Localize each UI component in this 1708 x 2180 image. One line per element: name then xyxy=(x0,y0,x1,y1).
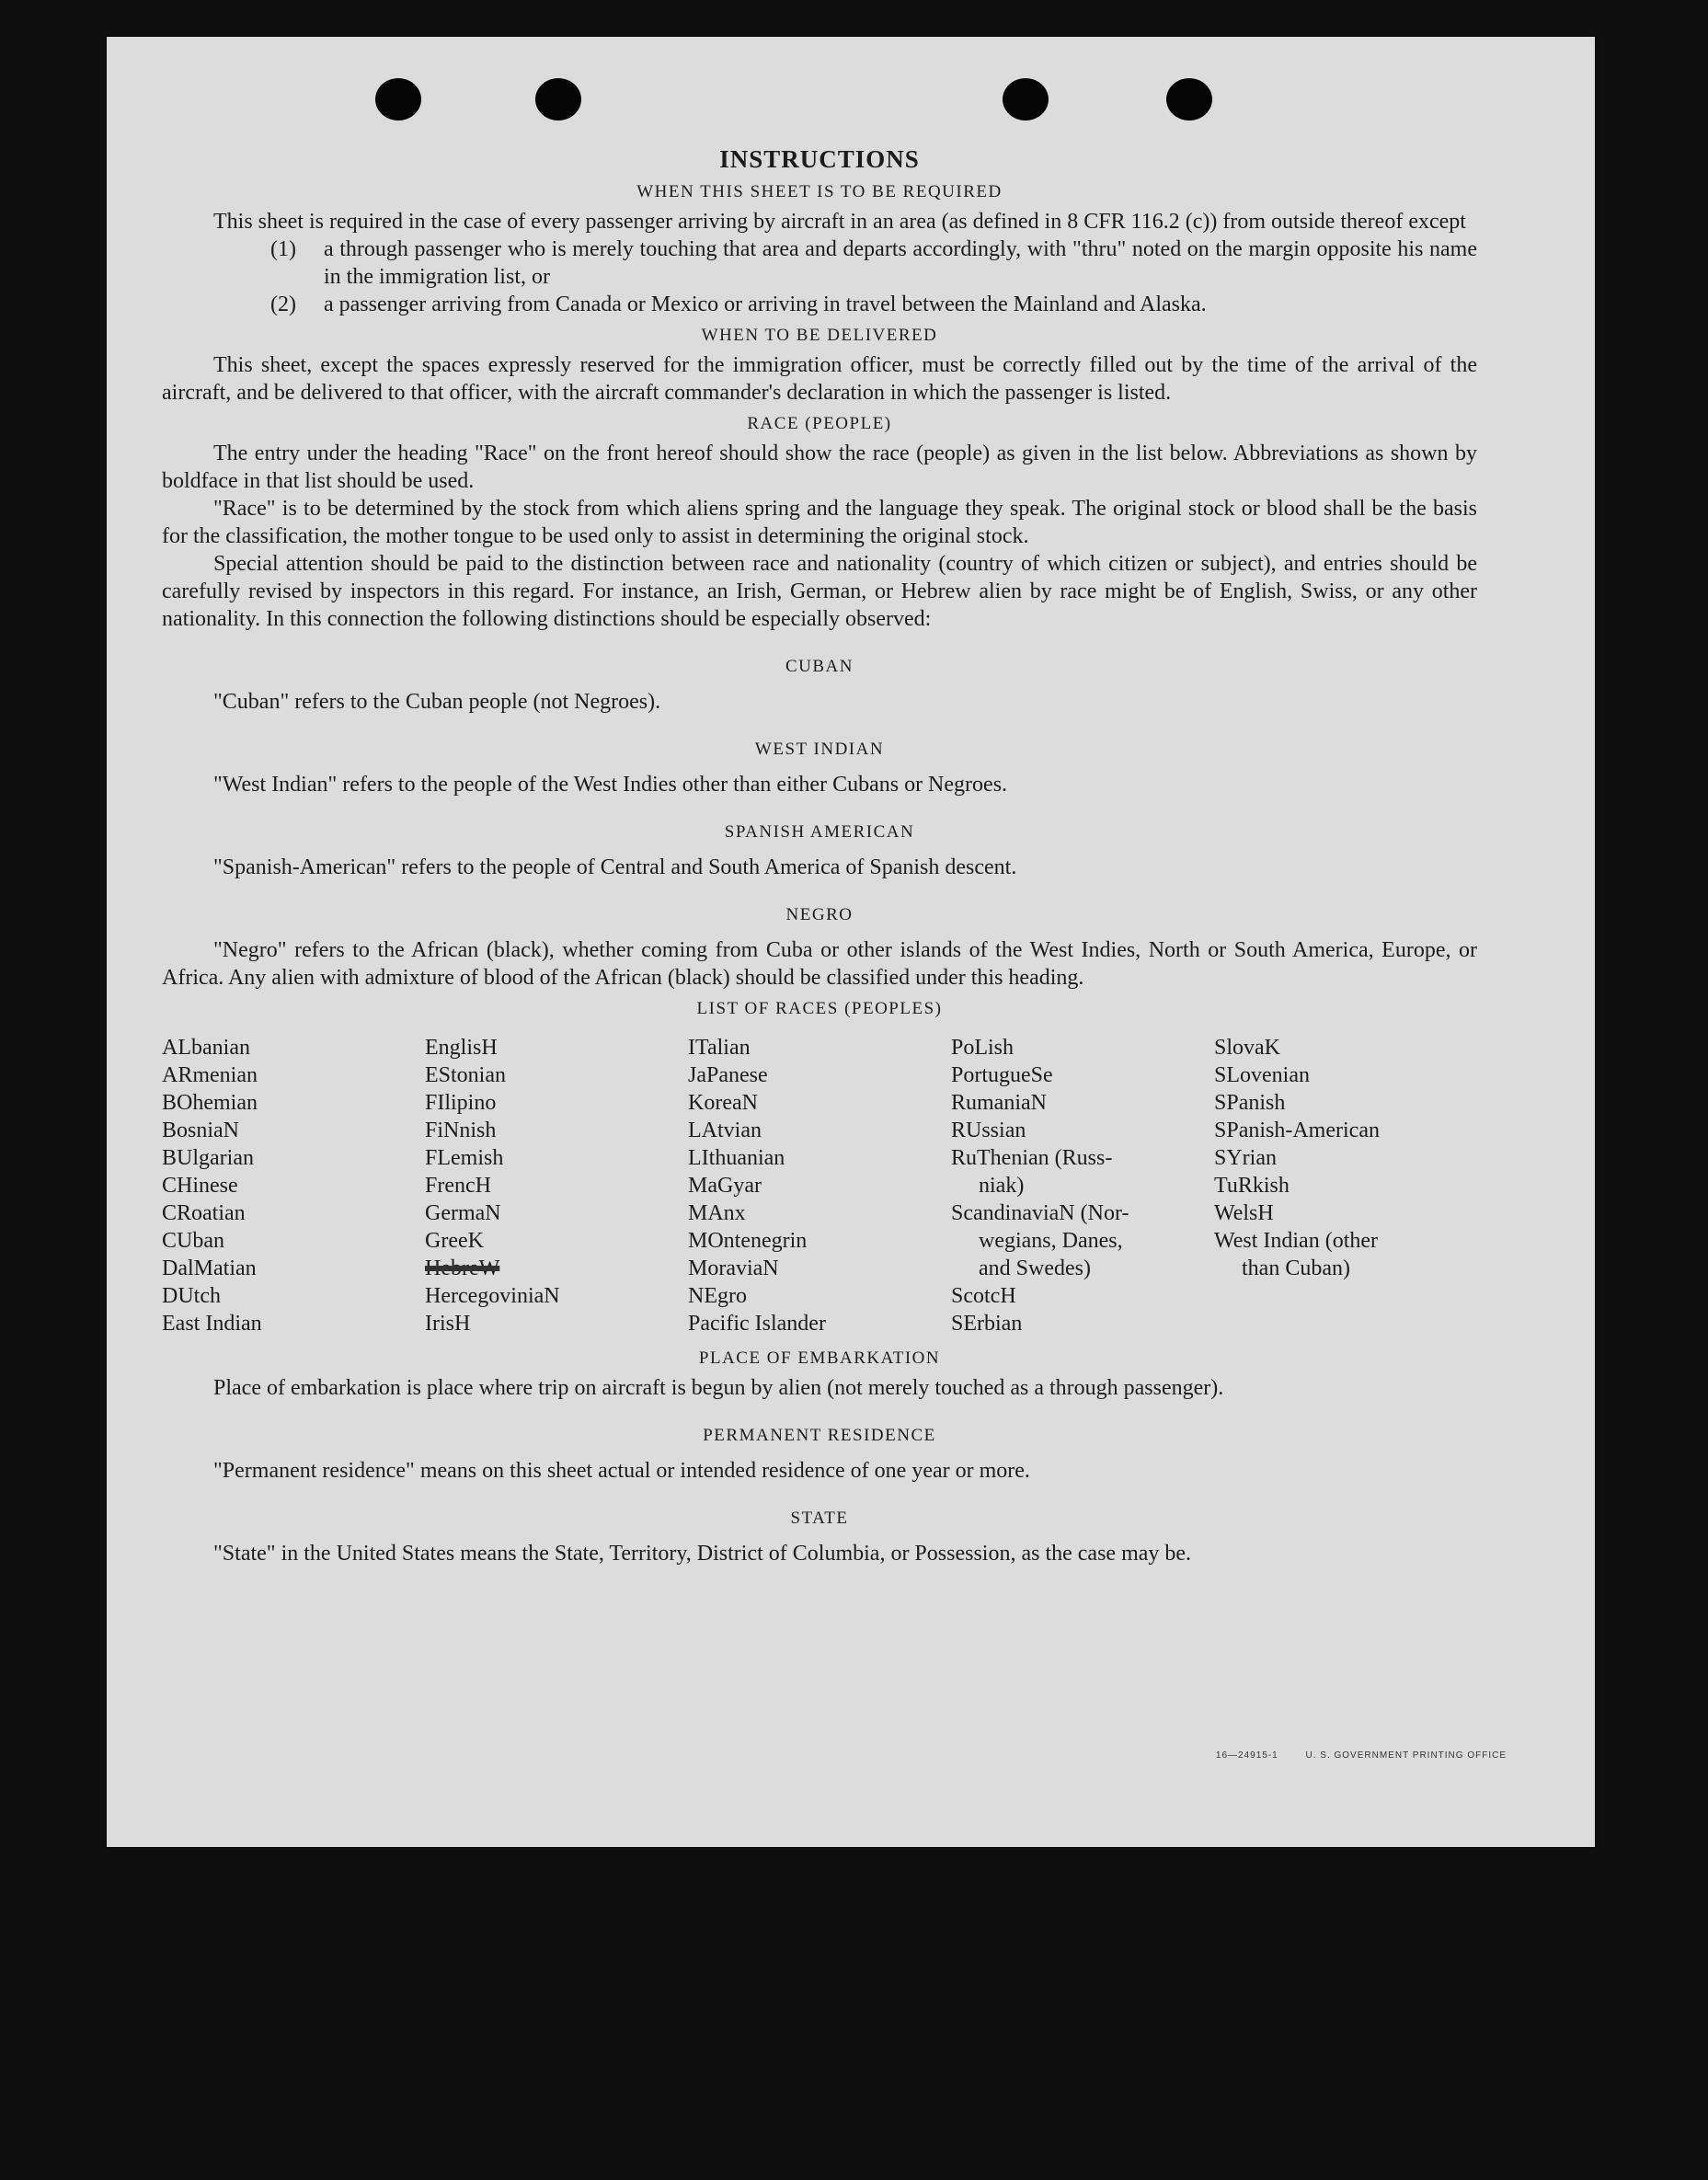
race-entry: and Swedes) xyxy=(979,1256,1091,1280)
heading-permanent-residence: PERMANENT RESIDENCE xyxy=(703,1426,936,1445)
exception-number: (2) xyxy=(270,293,296,316)
state-text: "State" in the United States means the State, Territory, District of Columbia, or Possession, as the case may be. xyxy=(213,1542,1192,1566)
exception-item xyxy=(270,235,1477,291)
race-entry: BUlgarian xyxy=(162,1146,254,1170)
page-title: INSTRUCTIONS xyxy=(719,145,920,173)
race-entry: TuRkish xyxy=(1214,1174,1290,1198)
residence-text: "Permanent residence" means on this sheet actual or intended residence of one year or more. xyxy=(213,1459,1030,1483)
spanish-american-text: "Spanish-American" refers to the people of Central and South America of Spanish descent. xyxy=(213,855,1017,879)
race-entry: MAnx xyxy=(688,1201,746,1225)
race-entry: ARmenian xyxy=(162,1063,258,1087)
race-paragraph-1: The entry under the heading "Race" on the front hereof should show the race (people) as given in the list below. Abbreviations as shown by boldface in that list should be used. xyxy=(162,442,1477,493)
race-entry: MOntenegrin xyxy=(688,1229,808,1253)
exception-number: (1) xyxy=(270,237,296,261)
embarkation-text: Place of embarkation is place where trip on aircraft is begun by alien (not merely touched as a through passenger). xyxy=(213,1376,1224,1400)
form-code: 16—24915-1 xyxy=(1215,1750,1278,1761)
race-entry: niak) xyxy=(979,1174,1025,1198)
race-entry: FLemish xyxy=(425,1146,504,1170)
footer-print-code xyxy=(1192,1750,1507,1761)
race-entry: SErbian xyxy=(951,1312,1023,1336)
race-list xyxy=(162,1034,1477,1337)
heading-cuban: CUBAN xyxy=(785,657,854,676)
race-entry: SlovaK xyxy=(1214,1036,1280,1060)
race-entry: BOhemian xyxy=(162,1091,258,1115)
heading-state: STATE xyxy=(790,1509,849,1528)
race-entry: wegians, Danes, xyxy=(979,1229,1123,1253)
race-entry: KoreaN xyxy=(688,1091,758,1115)
race-entry: ScandinaviaN (Nor- xyxy=(951,1201,1129,1225)
race-entry: HercegoviniaN xyxy=(425,1284,560,1308)
race-entry-struck: HebreW xyxy=(425,1256,500,1280)
document-sheet xyxy=(107,37,1595,1847)
negro-text: "Negro" refers to the African (black), whether coming from Cuba or other islands of the West Indies, North or South America, Europe, or Africa. Any alien with admixture of blood of the African (black) should be classified under this heading. xyxy=(162,938,1477,990)
race-entry: FiNnish xyxy=(425,1119,497,1142)
race-entry: PoLish xyxy=(951,1036,1014,1060)
race-entry: IrisH xyxy=(425,1312,471,1336)
heading-spanish-american: SPANISH AMERICAN xyxy=(724,822,915,842)
race-entry: EStonian xyxy=(425,1063,506,1087)
race-paragraph-3: Special attention should be paid to the distinction between race and nationality (country of which citizen or subject), and entries should be carefully revised by inspectors in this regard. For instance, an Irish, German, or Hebrew alien by race might be of English, Swiss, or any other nationality. In this connection the following distinctions should be especially observed: xyxy=(162,552,1477,631)
heading-list-of-races: LIST OF RACES (PEOPLES) xyxy=(696,999,943,1018)
race-entry: FIlipino xyxy=(425,1091,497,1115)
race-entry: SYrian xyxy=(1214,1146,1277,1170)
race-entry: DUtch xyxy=(162,1284,221,1308)
race-entry: ALbanian xyxy=(162,1036,250,1060)
punch-hole xyxy=(1166,78,1212,120)
race-entry: LIthuanian xyxy=(688,1146,785,1170)
race-column xyxy=(425,1034,688,1337)
race-entry: WelsH xyxy=(1214,1201,1274,1225)
race-entry: SPanish-American xyxy=(1214,1119,1380,1142)
exception-text: a passenger arriving from Canada or Mexico or arriving in travel between the Mainland and Alaska. xyxy=(324,293,1207,316)
race-entry: CRoatian xyxy=(162,1201,246,1225)
heading-embarkation: PLACE OF EMBARKATION xyxy=(698,1348,941,1368)
race-entry: CUban xyxy=(162,1229,224,1253)
race-entry: GermaN xyxy=(425,1201,501,1225)
race-entry: RuThenian (Russ- xyxy=(951,1146,1113,1170)
race-entry: than Cuban) xyxy=(1242,1256,1350,1280)
heading-when-required: WHEN THIS SHEET IS TO BE REQUIRED xyxy=(636,182,1003,201)
race-entry: SPanish xyxy=(1214,1091,1286,1115)
heading-negro: NEGRO xyxy=(785,905,854,924)
race-entry: BosniaN xyxy=(162,1119,239,1142)
race-entry: East Indian xyxy=(162,1312,262,1336)
punch-hole xyxy=(535,78,581,120)
instructions-body xyxy=(162,145,1477,1567)
when-required-intro: This sheet is required in the case of every passenger arriving by aircraft in an area (as defined in 8 CFR 116.2 (c)) from outside thereof except xyxy=(213,210,1466,234)
race-entry: MoraviaN xyxy=(688,1256,779,1280)
race-entry: PortugueSe xyxy=(951,1063,1053,1087)
race-entry: SLovenian xyxy=(1214,1063,1310,1087)
west-indian-text: "West Indian" refers to the people of the West Indies other than either Cubans or Negroes. xyxy=(213,773,1008,797)
race-entry: MaGyar xyxy=(688,1174,762,1198)
race-column xyxy=(688,1034,951,1337)
race-column xyxy=(951,1034,1214,1337)
heading-west-indian: WEST INDIAN xyxy=(754,740,885,759)
race-entry: NEgro xyxy=(688,1284,747,1308)
exception-item xyxy=(270,291,1477,318)
race-entry: FrencH xyxy=(425,1174,491,1198)
race-column xyxy=(1214,1034,1477,1337)
race-entry: Pacific Islander xyxy=(688,1312,826,1336)
heading-when-delivered: WHEN TO BE DELIVERED xyxy=(701,326,938,345)
race-entry: West Indian (other xyxy=(1214,1229,1379,1253)
printer-credit: U. S. GOVERNMENT PRINTING OFFICE xyxy=(1305,1750,1507,1761)
punch-hole xyxy=(1003,78,1049,120)
race-entry: RUssian xyxy=(951,1119,1026,1142)
race-entry: CHinese xyxy=(162,1174,238,1198)
race-entry: LAtvian xyxy=(688,1119,762,1142)
race-entry: ScotcH xyxy=(951,1284,1016,1308)
heading-race: RACE (PEOPLE) xyxy=(747,414,892,433)
race-entry: DalMatian xyxy=(162,1256,257,1280)
punch-hole xyxy=(375,78,421,120)
when-delivered-text: This sheet, except the spaces expressly reserved for the immigration officer, must be correctly filled out by the time of the arrival of the aircraft, and be delivered to that officer, with the aircraft commander's declaration in which the passenger is listed. xyxy=(162,353,1477,405)
race-paragraph-2: "Race" is to be determined by the stock from which aliens spring and the language they speak. The original stock or blood shall be the basis for the classification, the mother tongue to be used only to assist in determining the original stock. xyxy=(162,497,1477,548)
race-entry: JaPanese xyxy=(688,1063,768,1087)
cuban-text: "Cuban" refers to the Cuban people (not Negroes). xyxy=(213,690,661,714)
exception-text: a through passenger who is merely touching that area and departs accordingly, with "thru" noted on the margin opposite his name in the immigration list, or xyxy=(324,237,1477,289)
race-entry: RumaniaN xyxy=(951,1091,1047,1115)
race-entry: ITalian xyxy=(688,1036,751,1060)
race-entry: GreeK xyxy=(425,1229,484,1253)
race-column xyxy=(162,1034,425,1337)
race-entry: EnglisH xyxy=(425,1036,498,1060)
